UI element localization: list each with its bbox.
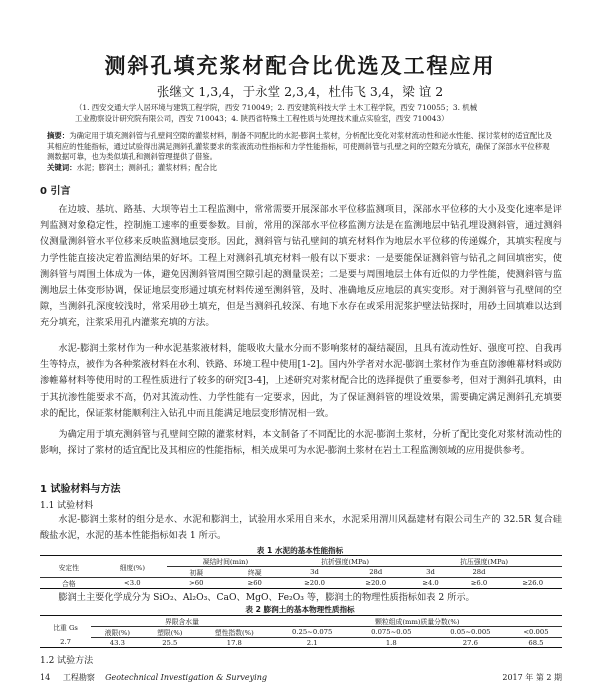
table-header-cell: 凝结时间(min) — [167, 556, 284, 567]
section-heading-materials-methods: 1 试验材料与方法 — [40, 484, 121, 495]
table-cell: ≥20.0 — [365, 579, 387, 587]
journal-name-cn: 工程勘察 — [62, 673, 95, 682]
table-header-cell: 抗压强度(MPa) — [406, 556, 562, 567]
table-cell: 17.8 — [226, 638, 242, 647]
affiliations — [75, 102, 545, 124]
keywords-label: 关键词： — [47, 163, 77, 172]
table-cell: 1.8 — [385, 638, 397, 647]
intro-paragraph-1: 在边坡、基坑、路基、大坝等岩土工程监测中，常常需要开展深部水平位移监测项目，深部水平位移的大小及变化速率是评判监测对象稳定性，控制施工速率的重要参数。目前，常用的深部水平位移监测方法是在监测地层中钻孔埋设测斜管，通过测斜仪测量测斜管水平位移来反映监测地层变形。因此，测斜管与钻孔壁间的填充材料作为地层水平位移的传递媒介，其填实程度与力学性能直接决定着监测结果的好坏。工程上对测斜孔填充材料一般有以下要求：一是要能保证测斜管与钻孔之间回填密实，使测斜管与周围土体成为一体，避免因测斜管周围空隙引起的测量误差；二是要与周围地层土体有近似的力学性能，使测斜管与监测地层土体变形协调，保证地层变形通过填充材料传递至测斜管，及时、准确地反应地层的真实变形。对于测斜管与孔壁间的空隙，当测斜孔深度较浅时，常采用砂土填充，但是当测斜孔较深、有地下水存在或采用泥浆护壁法钻探时，用砂土回填难以达到充分填充，注浆采用孔内灌浆充填的方法。 — [40, 204, 562, 329]
table-header-cell: 28d — [345, 567, 406, 578]
table-header-cell: 界限含水量 — [91, 616, 272, 627]
bentonite-properties-table — [40, 615, 562, 648]
table-header-cell: 颗粒组成(mm)质量分数(%) — [273, 616, 562, 627]
subsection-heading-methods: 1.2 试验方法 — [40, 656, 94, 666]
table-header-cell: 0.25~0.075 — [273, 627, 352, 638]
table-cell: 25.5 — [162, 638, 178, 647]
keywords — [47, 162, 553, 173]
article-authors: 张继文 1,3,4，于永堂 2,3,4，杜伟飞 3,4，梁 谊 2 — [156, 84, 444, 99]
section-heading-introduction: 0 引言 — [40, 186, 71, 197]
table-cell: <3.0 — [124, 579, 141, 587]
materials-paragraph-2: 膨润土主要化学成分为 SiO₂、Al₂O₃、CaO、MgO、Fe₂O₃ 等，膨润土的物理性质指标如表 2 所示。 — [58, 592, 475, 603]
table-cell: ≥60 — [247, 579, 262, 587]
table-header-cell: 初凝 — [167, 567, 225, 578]
materials-paragraph-1: 水泥-膨润土浆材的组分是水、水泥和膨润土，试验用水采用自来水，水泥采用渭川风磊建材有限公司生产的 32.5R 复合硅酸盐水泥，水泥的基本性能指标如表 1 所示。 — [40, 514, 562, 542]
table-cell: 2.7 — [60, 638, 71, 647]
table-cell: 68.5 — [528, 638, 544, 647]
abstract — [47, 131, 553, 163]
table-header-cell: 28d — [455, 567, 503, 578]
keywords-text: 水泥；膨润土；测斜孔；灌浆材料；配合比 — [76, 163, 218, 172]
table-2-caption: 表 2 膨润土的基本物理性质指标 — [245, 605, 355, 614]
table-cell: 27.6 — [462, 638, 478, 647]
table-header-cell: 3d — [284, 567, 345, 578]
issue-label: 2017 年 第 2 期 — [502, 673, 562, 682]
table-header-cell: 抗折强度(MPa) — [284, 556, 406, 567]
table-header-cell: 终凝 — [225, 567, 283, 578]
table-header-cell: 塑限(%) — [144, 627, 196, 638]
journal-name-en: Geotechnical Investigation & Surveying — [105, 673, 268, 682]
intro-paragraph-2: 水泥-膨润土浆材作为一种水泥基浆液材料，能吸收大量水分而不影响浆材的凝结凝固，且具有流动性好、强度可控、自我再生等特点，被作为各种浆液材料在水利、铁路、环境工程中使用[1-2]。国内外学者对水泥-膨润土浆材作为垂直防渗帷幕材料或防渗帷幕材料等使用时的工程性质进行了较多的研究[3-4]，上述研究对浆材配合比的选择提供了重要参考，但对于测斜孔填料，由于其抗渗性能要求不高，仍对其流动性、力学性能有一定要求，因此，为了保证测斜管的埋设效果，需要确定满足测斜孔充填要求的配比，保证浆材能顺利注入钻孔中而且能满足地层变形情况相一致。 — [40, 343, 562, 419]
table-cell: ≥6.0 — [470, 579, 488, 587]
table-cell: ≥4.0 — [422, 579, 439, 587]
abstract-label: 摘要： — [47, 131, 70, 140]
table-header-cell: 液限(%) — [91, 627, 143, 638]
table-header-cell: 安定性 — [58, 563, 79, 572]
table-1-caption: 表 1 水泥的基本性能指标 — [256, 546, 344, 555]
table-cell: 2.1 — [306, 638, 318, 647]
table-cell: ≥26.0 — [522, 579, 544, 587]
table-header-cell: 0.075~0.05 — [352, 627, 431, 638]
table-cell: >60 — [189, 579, 204, 587]
page-number: 14 — [40, 673, 51, 682]
affiliation-line: （1. 西安交通大学人居环境与建筑工程学院，西安 710049；2. 西安建筑科技大学 土木工程学院，西安 710055；3. 机械 — [75, 103, 478, 112]
table-cell: 合格 — [62, 580, 76, 588]
table-header-cell: 塑性指数(%) — [196, 627, 273, 638]
affiliation-line: 工业勘察设计研究院有限公司，西安 710043；4. 陕西省特殊土工程性质与处理技术重点实验室，西安 710043） — [75, 114, 449, 123]
table-header-cell: 比重 Gs — [53, 623, 78, 632]
subsection-heading-materials: 1.1 试验材料 — [40, 501, 94, 511]
cement-properties-table — [40, 555, 562, 589]
article-title: 测斜孔填充浆材配合比优选及工程应用 — [104, 53, 496, 78]
intro-paragraph-3: 为确定用于填充测斜管与孔壁间空隙的灌浆材料，本文制备了不同配比的水泥-膨润土浆材，分析了配比变化对浆材流动性的影响，探讨了浆材的适宜配比及其相应的性能指标，相关成果可为水泥-膨润土浆材在岩土工程监测领域的应用提供参考。 — [40, 429, 562, 457]
table-header-cell: <0.005 — [510, 627, 562, 638]
table-header-cell: 0.05~0.005 — [431, 627, 510, 638]
abstract-text: 为确定用于填充测斜管与孔壁间空隙的灌浆材料，制备不同配比的水泥-膨润土浆材，分析配比变化对浆材流动性和泌水性能、探讨浆材的适宜配比及其相应的性能指标，通过试验得出满足测斜孔灌浆要求的浆液流动性指标和力学性能指标，可使测斜管与孔壁之间的空隙充分填充，确保了深部水平位移观测数据可靠，也为类似填孔和测斜管理提供了借鉴。 — [47, 131, 553, 161]
table-cell: ≥20.0 — [304, 579, 325, 587]
table-header-cell: 3d — [406, 567, 454, 578]
table-cell: 43.3 — [109, 638, 125, 647]
table-header-cell: 细度(%) — [119, 563, 145, 572]
